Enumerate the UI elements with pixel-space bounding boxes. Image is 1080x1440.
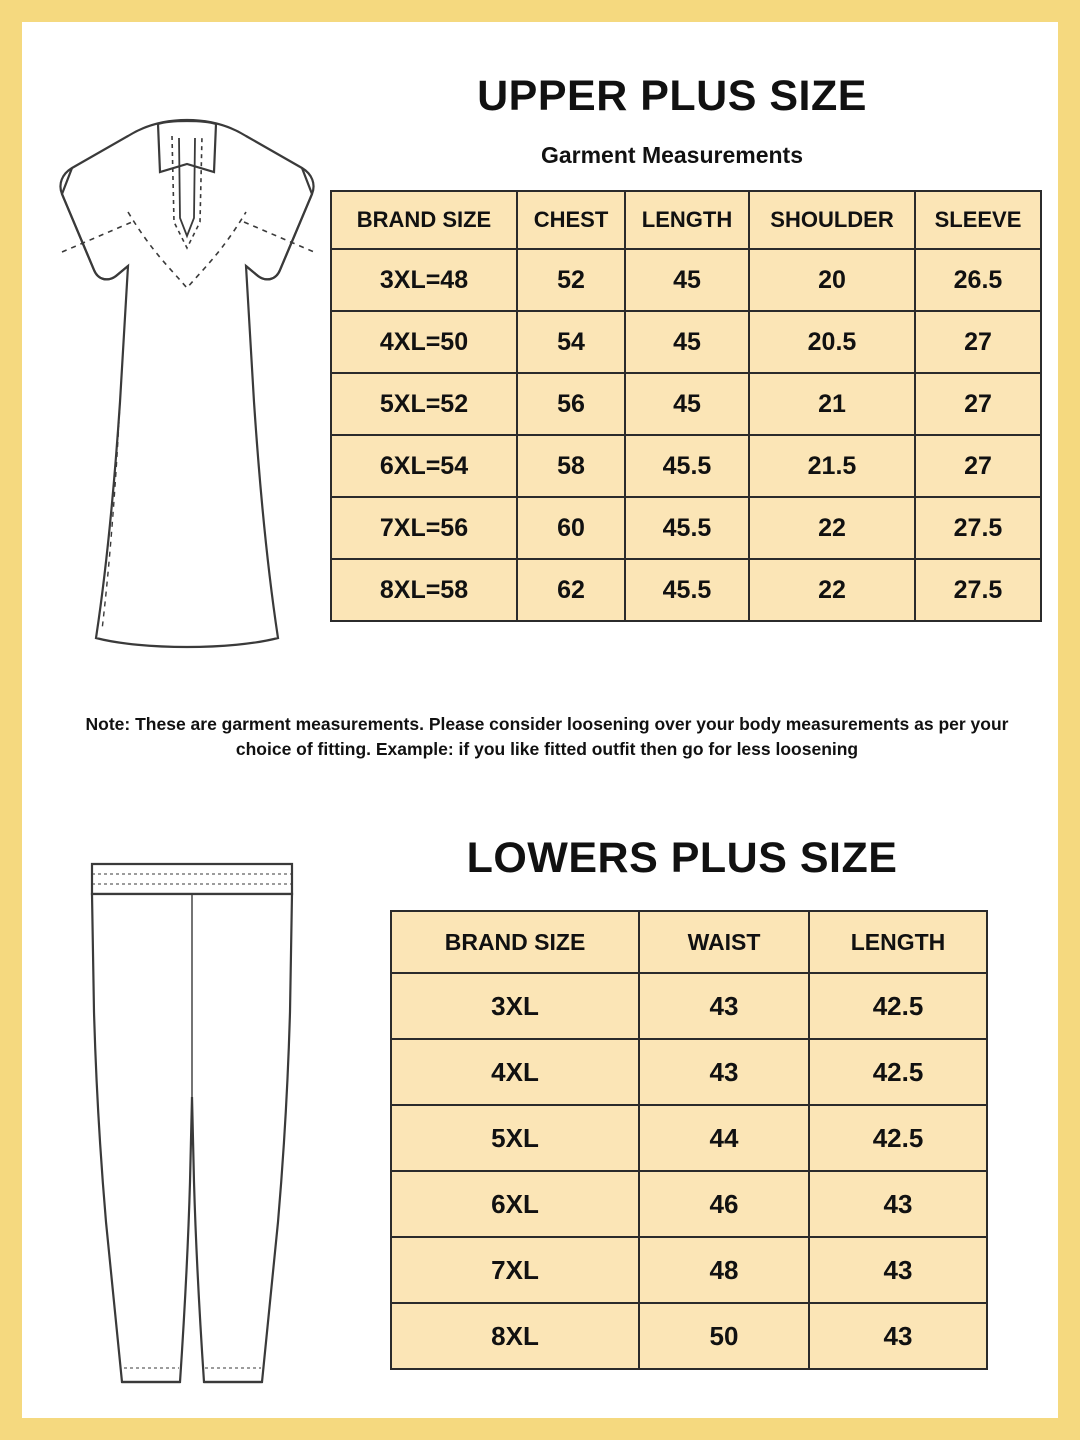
- cell-sleeve: 27.5: [915, 497, 1041, 559]
- cell-brand-size: 7XL=56: [331, 497, 517, 559]
- lower-size-table: [390, 910, 988, 1370]
- table-header-row: [331, 191, 1041, 249]
- cell-chest: 56: [517, 373, 625, 435]
- cell-brand-size: 3XL: [391, 973, 639, 1039]
- column-header-chest: CHEST: [517, 191, 625, 249]
- table-row: [331, 311, 1041, 373]
- cell-shoulder: 20.5: [749, 311, 915, 373]
- cell-waist: 46: [639, 1171, 809, 1237]
- table-header-row: [391, 911, 987, 973]
- cell-brand-size: 6XL: [391, 1171, 639, 1237]
- cell-shoulder: 22: [749, 497, 915, 559]
- cell-chest: 52: [517, 249, 625, 311]
- cell-length: 42.5: [809, 973, 987, 1039]
- cell-length: 45: [625, 311, 749, 373]
- column-header-waist: WAIST: [639, 911, 809, 973]
- cell-length: 45.5: [625, 435, 749, 497]
- table-row: [331, 497, 1041, 559]
- column-header-sleeve: SLEEVE: [915, 191, 1041, 249]
- cell-shoulder: 22: [749, 559, 915, 621]
- cell-length: 45: [625, 373, 749, 435]
- cell-shoulder: 21: [749, 373, 915, 435]
- cell-brand-size: 5XL: [391, 1105, 639, 1171]
- upper-plus-size-section: [22, 22, 1058, 762]
- cell-brand-size: 8XL=58: [331, 559, 517, 621]
- cell-shoulder: 21.5: [749, 435, 915, 497]
- cell-sleeve: 27: [915, 435, 1041, 497]
- cell-length: 45.5: [625, 497, 749, 559]
- cell-length: 45.5: [625, 559, 749, 621]
- table-row: [331, 435, 1041, 497]
- cell-waist: 44: [639, 1105, 809, 1171]
- cell-sleeve: 27: [915, 373, 1041, 435]
- table-row: [391, 1039, 987, 1105]
- cell-waist: 48: [639, 1237, 809, 1303]
- table-row: [331, 559, 1041, 621]
- table-row: [331, 373, 1041, 435]
- cell-length: 43: [809, 1303, 987, 1369]
- upper-section-subtitle: Garment Measurements: [540, 142, 804, 168]
- cell-length: 42.5: [809, 1105, 987, 1171]
- column-header-length: LENGTH: [625, 191, 749, 249]
- upper-size-table: [330, 190, 1042, 622]
- table-row: [331, 249, 1041, 311]
- page-inner: [22, 22, 1058, 1418]
- kurta-illustration: [32, 102, 342, 662]
- cell-sleeve: 27.5: [915, 559, 1041, 621]
- cell-shoulder: 20: [749, 249, 915, 311]
- cell-chest: 60: [517, 497, 625, 559]
- cell-brand-size: 7XL: [391, 1237, 639, 1303]
- column-header-shoulder: SHOULDER: [749, 191, 915, 249]
- table-row: [391, 1237, 987, 1303]
- table-row: [391, 1303, 987, 1369]
- cell-length: 45: [625, 249, 749, 311]
- cell-brand-size: 4XL: [391, 1039, 639, 1105]
- column-header-length: LENGTH: [809, 911, 987, 973]
- cell-length: 43: [809, 1237, 987, 1303]
- cell-sleeve: 27: [915, 311, 1041, 373]
- pajama-illustration: [42, 852, 342, 1412]
- cell-brand-size: 3XL=48: [331, 249, 517, 311]
- lower-section-title: LOWERS PLUS SIZE: [466, 834, 898, 882]
- cell-sleeve: 26.5: [915, 249, 1041, 311]
- column-header-brand-size: BRAND SIZE: [391, 911, 639, 973]
- cell-brand-size: 6XL=54: [331, 435, 517, 497]
- upper-section-title: UPPER PLUS SIZE: [477, 72, 867, 120]
- cell-length: 43: [809, 1171, 987, 1237]
- cell-brand-size: 5XL=52: [331, 373, 517, 435]
- cell-waist: 43: [639, 1039, 809, 1105]
- table-row: [391, 1105, 987, 1171]
- cell-brand-size: 4XL=50: [331, 311, 517, 373]
- table-row: [391, 1171, 987, 1237]
- cell-chest: 54: [517, 311, 625, 373]
- cell-brand-size: 8XL: [391, 1303, 639, 1369]
- cell-chest: 62: [517, 559, 625, 621]
- cell-length: 42.5: [809, 1039, 987, 1105]
- cell-waist: 43: [639, 973, 809, 1039]
- cell-waist: 50: [639, 1303, 809, 1369]
- cell-chest: 58: [517, 435, 625, 497]
- table-row: [391, 973, 987, 1039]
- measurement-note: Note: These are garment measurements. Please consider loosening over your body measurements as per your choice of fitting. Example: if you like fitted outfit then go for less loosening: [85, 714, 1009, 760]
- column-header-brand-size: BRAND SIZE: [331, 191, 517, 249]
